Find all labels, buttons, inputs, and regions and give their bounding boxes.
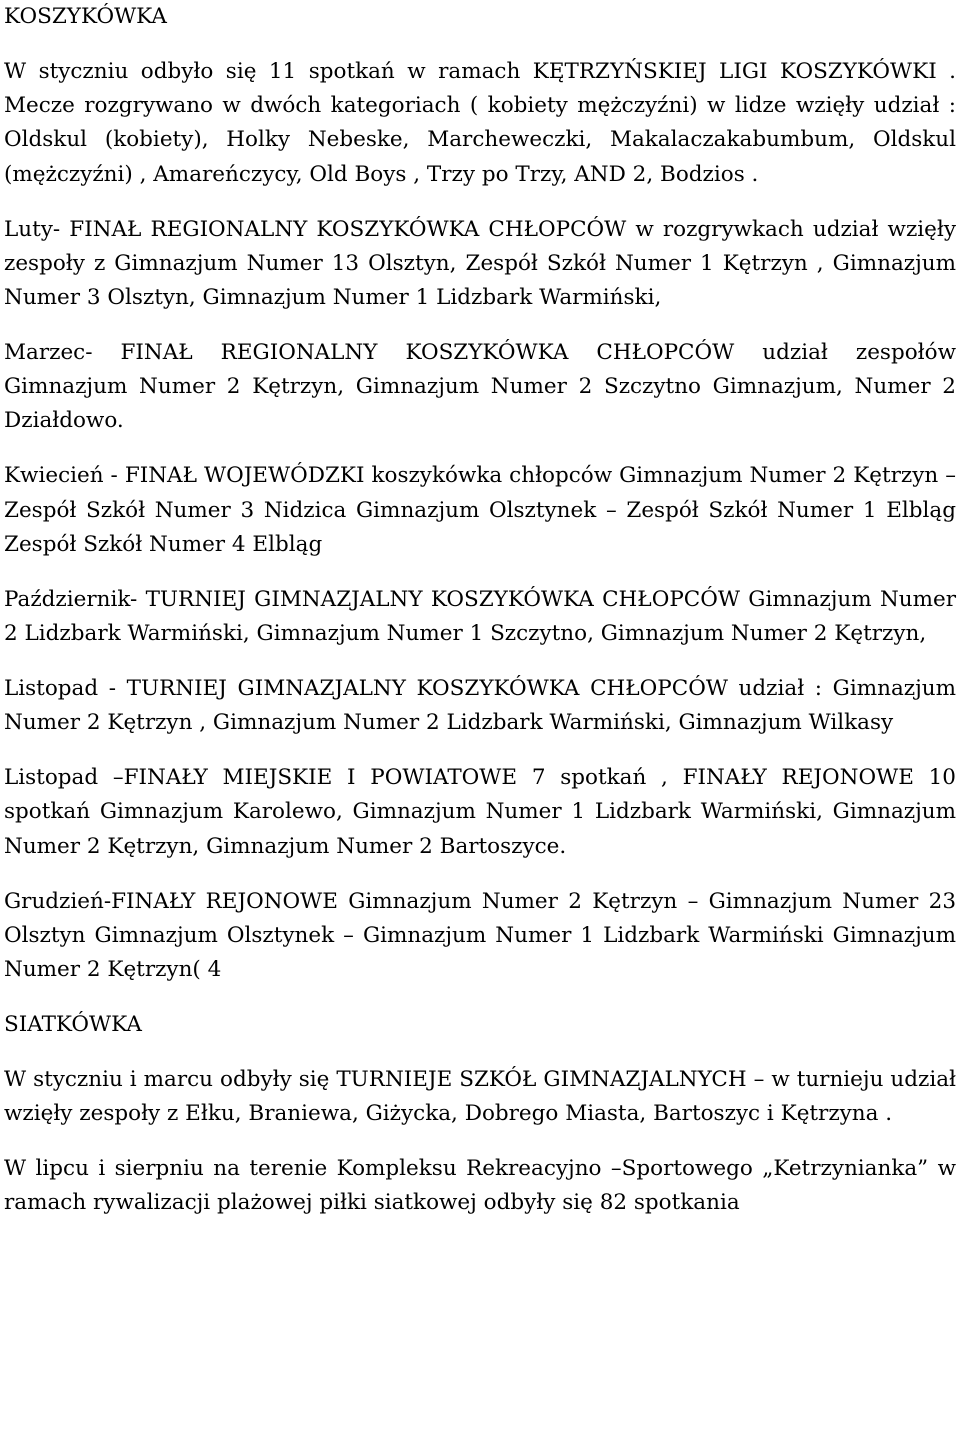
spacer — [4, 1131, 956, 1152]
heading-volleyball: SIATKÓWKA — [4, 1012, 142, 1038]
spacer — [4, 439, 956, 460]
spacer — [4, 1042, 956, 1063]
spacer — [4, 34, 956, 55]
paragraph-grudzien: Grudzień-FINAŁY REJONOWE Gimnazjum Numer 2 Kętrzyn – Gimnazjum Numer 23 Olsztyn Gimnazjum Olsztynek – Gimnazjum Numer 1 Lidzbark Warmiński Gimnazjum Numer 2 Kętrzyn( 4 — [4, 888, 956, 983]
spacer — [4, 987, 956, 1008]
spacer — [4, 562, 956, 583]
paragraph-luty: Luty- FINAŁ REGIONALNY KOSZYKÓWKA CHŁOPCÓW w rozgrywkach udział wzięły zespoły z Gimnazjum Numer 13 Olsztyn, Zespół Szkół Numer 1 Kętrzyn , Gimnazjum Numer 3 Olsztyn, Gimnazjum Numer 1 Lidzbark Warmiński, — [4, 216, 956, 311]
paragraph-kwiecien: Kwiecień - FINAŁ WOJEWÓDZKI koszykówka chłopców Gimnazjum Numer 2 Kętrzyn – Zespół Szkół Numer 3 Nidzica Gimnazjum Olsztynek – Zespół Szkół Numer 1 Elbląg Zespół Szkół Numer 4 Elbląg — [4, 463, 956, 557]
paragraph-liga: W styczniu odbyło się 11 spotkań w ramach KĘTRZYŃSKIEJ LIGI KOSZYKÓWKI . Mecze rozgrywano w dwóch kategoriach ( kobiety mężczyźni) w lidze wzięły udział : Oldskul (kobiety), Holky Nebeske, Marcheweczki, Makalaczakabumbum, Oldskul (mężczyźni) , Amareńczycy, Old Boys , Trzy po Trzy, AND 2, Bodzios . — [4, 59, 956, 187]
document-page — [4, 0, 956, 1221]
paragraph-lipiec: W lipcu i sierpniu na terenie Kompleksu Rekreacyjno –Sportowego „Ketrzynianka” w ramach rywalizacji plażowej piłki siatkowej odbyły się 82 spotkania — [4, 1156, 956, 1216]
spacer — [4, 740, 956, 761]
paragraph-listopad-turniej: Listopad - TURNIEJ GIMNAZJALNY KOSZYKÓWKA CHŁOPCÓW udział : Gimnazjum Numer 2 Kętrzyn , Gimnazjum Numer 2 Lidzbark Warmiński, Gimnazjum Wilkasy — [4, 676, 956, 736]
paragraph-pazdziernik: Październik- TURNIEJ GIMNAZJALNY KOSZYKÓWKA CHŁOPCÓW Gimnazjum Numer 2 Lidzbark Warmiński, Gimnazjum Numer 1 Szczytno, Gimnazjum Numer 2 Kętrzyn, — [4, 586, 956, 647]
spacer — [4, 651, 956, 672]
spacer — [4, 192, 956, 213]
paragraph-turnieje: W styczniu i marcu odbyły się TURNIEJE SZKÓŁ GIMNAZJALNYCH – w turnieju udział wzięły zespoły z Ełku, Braniewa, Giżycka, Dobrego Miasta, Bartoszyc i Kętrzyna . — [4, 1067, 956, 1127]
spacer — [4, 315, 956, 336]
heading-basketball: KOSZYKÓWKA — [4, 4, 167, 29]
paragraph-marzec: Marzec- FINAŁ REGIONALNY KOSZYKÓWKA CHŁOPCÓW udział zespołów Gimnazjum Numer 2 Kętrzyn, Gimnazjum Numer 2 Szczytno Gimnazjum, Numer 2 Działdowo. — [4, 340, 956, 434]
paragraph-listopad-finaly: Listopad –FINAŁY MIEJSKIE I POWIATOWE 7 spotkań , FINAŁY REJONOWE 10 spotkań Gimnazjum Karolewo, Gimnazjum Numer 1 Lidzbark Warmiński, Gimnazjum Numer 2 Kętrzyn, Gimnazjum Numer 2 Bartoszyce. — [4, 765, 956, 859]
spacer — [4, 864, 956, 885]
